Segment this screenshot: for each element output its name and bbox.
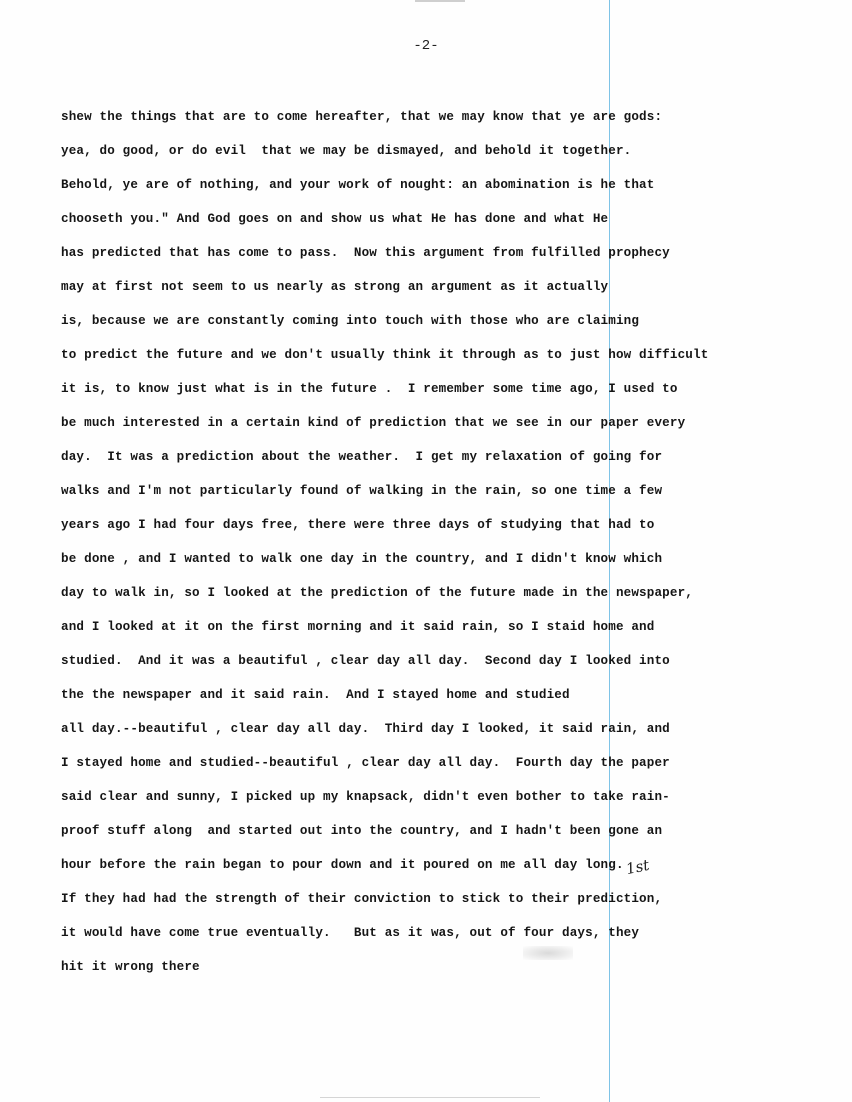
text-line: shew the things that are to come hereafter, that we may know that ye are gods: bbox=[61, 110, 663, 124]
text-line: the the newspaper and it said rain. And I stayed home and studied bbox=[61, 688, 570, 702]
text-line: chooseth you." And God goes on and show us what He has done and what He bbox=[61, 212, 609, 226]
text-line: hit it wrong there bbox=[61, 960, 200, 974]
text-line: be done , and I wanted to walk one day in the country, and I didn't know which bbox=[61, 552, 663, 566]
text-line: walks and I'm not particularly found of walking in the rain, so one time a few bbox=[61, 484, 663, 498]
text-line: proof stuff along and started out into the country, and I hadn't been gone an bbox=[61, 824, 663, 838]
text-line: yea, do good, or do evil that we may be dismayed, and behold it together. bbox=[61, 144, 632, 158]
text-line: If they had had the strength of their conviction to stick to their prediction, bbox=[61, 892, 663, 906]
bottom-edge-mark bbox=[320, 1097, 540, 1098]
handwritten-annotation: 1st bbox=[624, 855, 651, 879]
page-number: -2- bbox=[413, 38, 439, 54]
text-line: day to walk in, so I looked at the prediction of the future made in the newspaper, bbox=[61, 586, 694, 600]
text-line: all day.--beautiful , clear day all day. Third day I looked, it said rain, and bbox=[61, 722, 670, 736]
text-line: and I looked at it on the first morning and it said rain, so I staid home and bbox=[61, 620, 655, 634]
text-line: years ago I had four days free, there were three days of studying that had to bbox=[61, 518, 655, 532]
text-line: hour before the rain began to pour down and it poured on me all day long. bbox=[61, 858, 624, 872]
text-line: may at first not seem to us nearly as strong an argument as it actually bbox=[61, 280, 609, 294]
text-line: day. It was a prediction about the weather. I get my relaxation of going for bbox=[61, 450, 663, 464]
text-line: studied. And it was a beautiful , clear day all day. Second day I looked into bbox=[61, 654, 670, 668]
text-line: be much interested in a certain kind of prediction that we see in our paper every bbox=[61, 416, 686, 430]
text-line: I stayed home and studied--beautiful , clear day all day. Fourth day the paper bbox=[61, 756, 670, 770]
text-line: is, because we are constantly coming into touch with those who are claiming bbox=[61, 314, 640, 328]
text-line: has predicted that has come to pass. Now this argument from fulfilled prophecy bbox=[61, 246, 670, 260]
text-line: to predict the future and we don't usually think it through as to just how difficult bbox=[61, 348, 709, 362]
text-line: Behold, ye are of nothing, and your work of nought: an abomination is he that bbox=[61, 178, 655, 192]
text-line: said clear and sunny, I picked up my knapsack, didn't even bother to take rain- bbox=[61, 790, 670, 804]
text-line: it would have come true eventually. But as it was, out of four days, they bbox=[61, 926, 640, 940]
top-edge-mark bbox=[415, 0, 465, 2]
ink-smudge bbox=[523, 946, 573, 960]
text-line: it is, to know just what is in the future . I remember some time ago, I used to bbox=[61, 382, 678, 396]
typed-text-body bbox=[61, 106, 791, 990]
